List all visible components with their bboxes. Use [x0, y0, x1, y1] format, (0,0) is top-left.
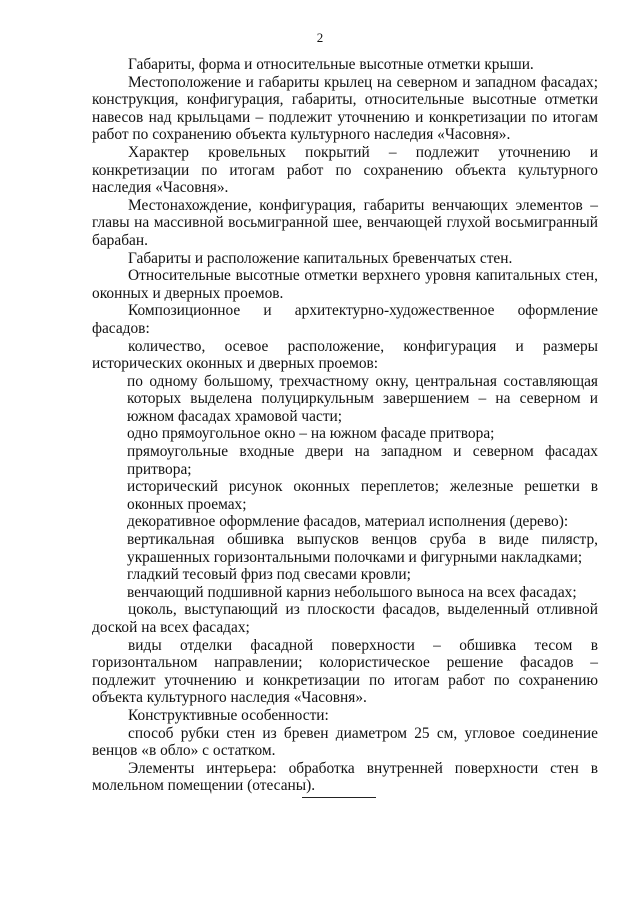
paragraph: Характер кровельных покрытий – подлежит уточнению и конкретизации по итогам работ по сохранению объекта культурного наследия «Часовня».: [92, 143, 598, 197]
paragraph: виды отделки фасадной поверхности – обшивка тесом в горизонтальном направлении; колористическое решение фасадов – подлежит уточнению и конкретизации по итогам работ по сохранению объекта культурного наследия «Часовня».: [92, 636, 598, 707]
paragraph: Местонахождение, конфигурация, габариты венчающих элементов – главы на массивной восьмигранной шее, венчающей глухой восьмигранный барабан.: [92, 196, 598, 249]
paragraph: Местоположение и габариты крылец на северном и западном фасадах; конструкция, конфигурация, габариты, относительные высотные отметки навесов над крыльцами – подлежит уточнению и конкретизации по итогам работ по сохранению объекта культурного наследия «Часовня».: [92, 73, 598, 144]
list-item: декоративное оформление фасадов, материал исполнения (дерево):: [127, 513, 569, 531]
paragraph: Композиционное и архитектурно-художественное оформление фасадов:: [92, 302, 598, 337]
page-number: 2: [316, 30, 324, 45]
paragraph: Относительные высотные отметки верхнего уровня капитальных стен, оконных и дверных проемов.: [92, 267, 598, 302]
paragraph: Габариты и расположение капитальных бревенчатых стен.: [128, 249, 513, 267]
list-item: вертикальная обшивка выпусков венцов сруба в виде пилястр, украшенных горизонтальными полочками и фигурными накладками;: [127, 531, 598, 566]
list-item: по одному большому, трехчастному окну, центральная составляющая которых выделена полуциркульным завершением – на северном и южном фасадах храмовой части;: [127, 372, 598, 425]
end-divider: [302, 797, 376, 798]
list-item: прямоугольные входные двери на западном и северном фасадах притвора;: [127, 443, 598, 478]
paragraph: цоколь, выступающий из плоскости фасадов, выделенный отливной доской на всех фасадах;: [92, 601, 598, 636]
list-item: исторический рисунок оконных переплетов; железные решетки в оконных проемах;: [127, 478, 598, 513]
document-body: [92, 56, 598, 795]
list-item: венчающий подшивной карниз небольшого выноса на всех фасадах;: [127, 583, 577, 601]
paragraph: способ рубки стен из бревен диаметром 25 см, угловое соединение венцов «в обло» с остатком.: [92, 724, 598, 760]
paragraph: Габариты, форма и относительные высотные отметки крыши.: [128, 56, 534, 73]
paragraph: количество, осевое расположение, конфигурация и размеры исторических оконных и дверных проемов:: [92, 337, 598, 373]
list-item: одно прямоугольное окно – на южном фасаде притвора;: [127, 425, 495, 443]
paragraph: Элементы интерьера: обработка внутренней поверхности стен в молельном помещении (отесаны).: [92, 759, 598, 795]
paragraph: Конструктивные особенности:: [128, 706, 329, 724]
list-item: гладкий тесовый фриз под свесами кровли;: [127, 566, 411, 584]
